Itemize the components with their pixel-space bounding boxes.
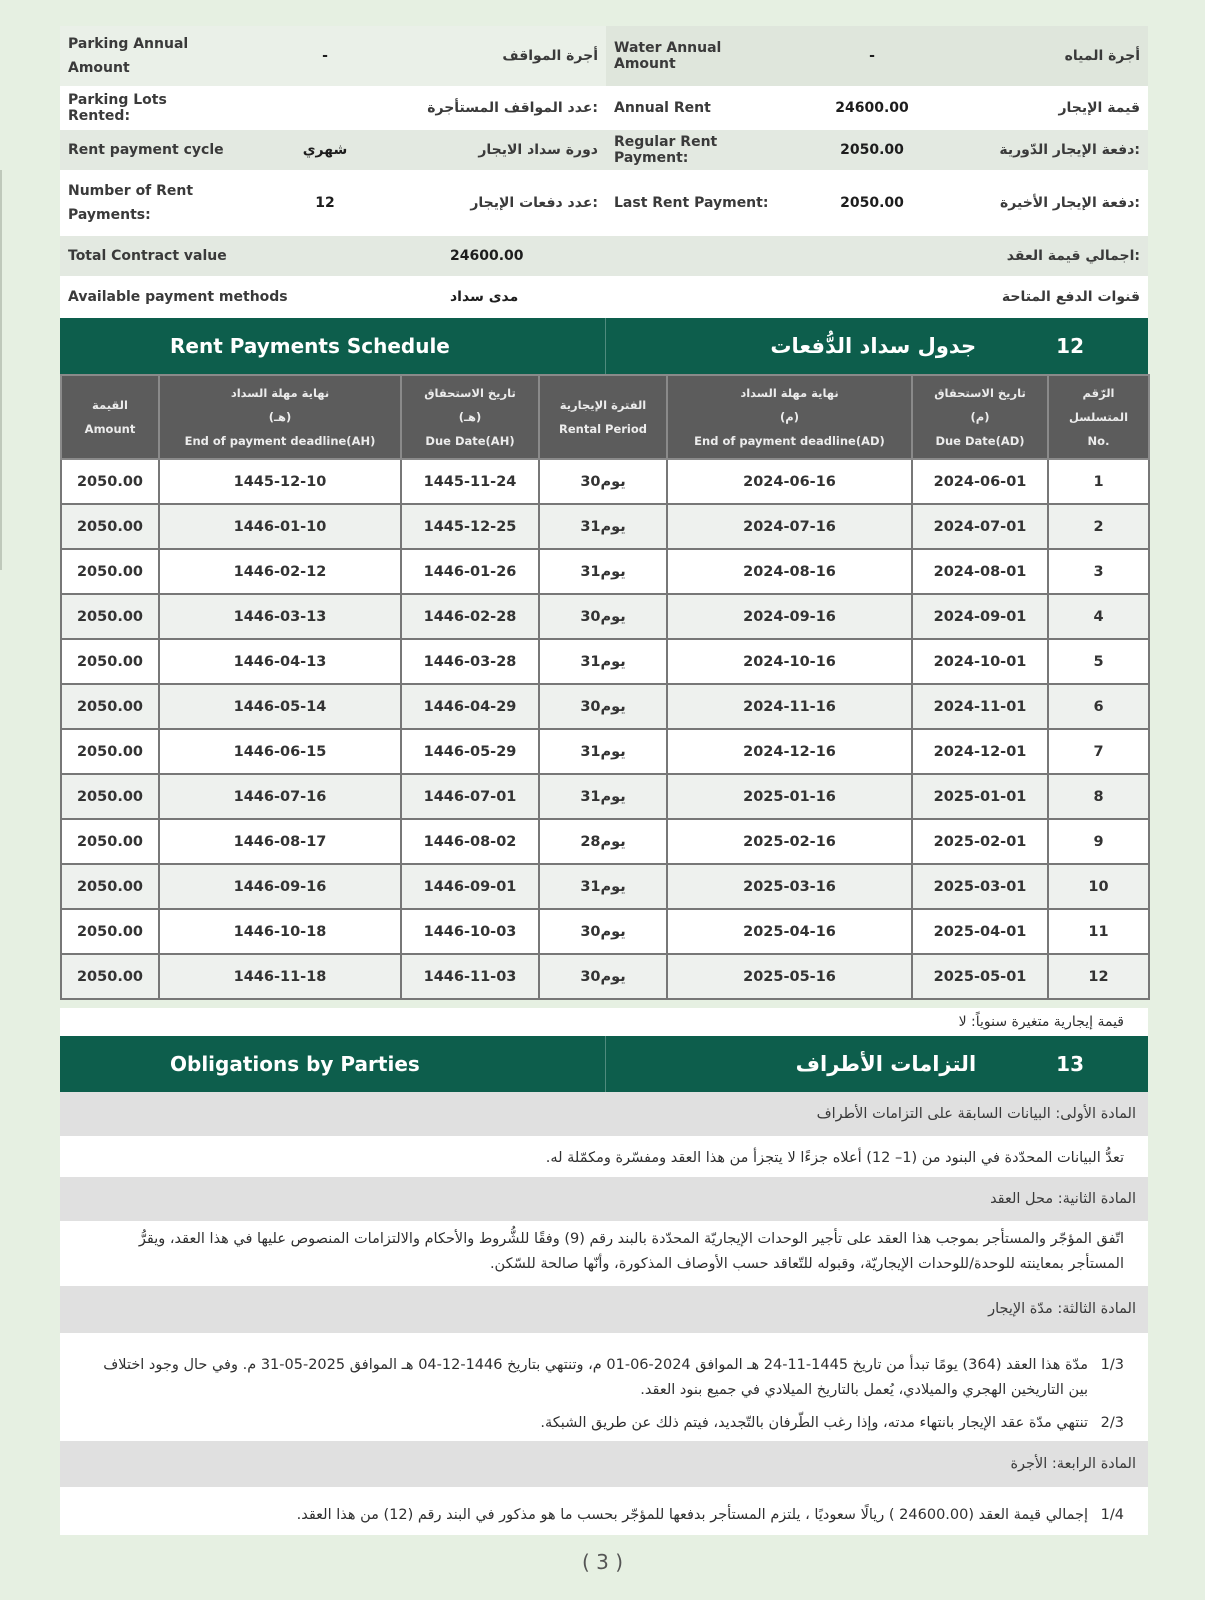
payment-cycle-label-ar: دورة سداد الايجار bbox=[478, 142, 598, 158]
cell-due-ah: 1446-10-03 bbox=[401, 909, 539, 954]
schedule-section-number: 12 bbox=[1056, 334, 1084, 358]
article-1-text: تعدُّ البيانات المحدّدة في البنود من (1– 12) أعلاه جزءًا لا يتجزأ من هذا العقد ومفسّرة ومكمّلة له. bbox=[60, 1136, 1148, 1177]
article-2-text: اتّفق المؤجّر والمستأجر بموجب هذا العقد على تأجير الوحدات الإيجاريّة المحدّدة بالبند رقم (9) وفقًا للشُّروط والأحكام والالتزامات المنصوص عليها في هذا العقد، ويقرُّ المستأجر بمعاينته للوحدة/للوحدات الإيجاريّة، وقبوله للتّعاقد حسب الأوصاف المذكورة، وأنّها صالحة للسّكن. bbox=[60, 1221, 1148, 1286]
water-amount-label-ar: أجرة المياه bbox=[963, 26, 1148, 86]
cell-due-ad: 2025-05-01 bbox=[912, 954, 1048, 999]
water-amount-value: - bbox=[781, 26, 963, 86]
cell-due-ah: 1446-02-28 bbox=[401, 594, 539, 639]
annual-rent-label-ar: قيمة الإيجار bbox=[1058, 100, 1140, 116]
cell-period: 30يوم bbox=[539, 684, 667, 729]
payment-methods-value: مدى سداد bbox=[450, 289, 519, 305]
parking-amount-label-ar: أجرة المواقف bbox=[410, 26, 606, 86]
total-value: 24600.00 bbox=[450, 248, 524, 264]
cell-no: 8 bbox=[1048, 774, 1149, 819]
schedule-row bbox=[61, 459, 1149, 504]
cell-end-ad: 2025-02-16 bbox=[667, 819, 912, 864]
cell-due-ad: 2025-04-01 bbox=[912, 909, 1048, 954]
cell-end-ah: 1446-04-13 bbox=[159, 639, 401, 684]
article-4-body bbox=[60, 1487, 1148, 1535]
parking-lots-label-ar: عدد المواقف المستأجرة: bbox=[427, 100, 598, 116]
cell-end-ah: 1446-09-16 bbox=[159, 864, 401, 909]
cell-due-ah: 1445-11-24 bbox=[401, 459, 539, 504]
col-end-deadline-ah: نهاية مهلة السداد (هـ) End of payment deadline(AH) bbox=[159, 375, 401, 459]
schedule-row bbox=[61, 909, 1149, 954]
cell-period: 30يوم bbox=[539, 909, 667, 954]
cell-due-ad: 2024-09-01 bbox=[912, 594, 1048, 639]
obligations-section-number: 13 bbox=[1056, 1052, 1084, 1076]
clause-4-1 bbox=[84, 1503, 1124, 1528]
cell-period: 31يوم bbox=[539, 864, 667, 909]
cell-due-ad: 2024-08-01 bbox=[912, 549, 1048, 594]
col-serial-no: الرّقم المتسلسل No. bbox=[1048, 375, 1149, 459]
clause-text: إجمالي قيمة العقد (24600.00 ) ريالًا سعوديًا ، يلتزم المستأجر بدفعها للمؤجّر بحسب ما هو مذكور في البند رقم (12) من هذا العقد. bbox=[296, 1507, 1088, 1523]
parking-lots-label-en: Parking Lots Rented: bbox=[68, 92, 167, 124]
water-amount-label-en: Water Annual Amount bbox=[606, 26, 781, 86]
cell-end-ad: 2024-10-16 bbox=[667, 639, 912, 684]
clause-text: تنتهي مدّة عقد الإيجار بانتهاء مدته، وإذا رغب الطّرفان بالتّجديد، فيتم ذلك عن طريق الشبكة. bbox=[540, 1415, 1088, 1431]
cell-no: 6 bbox=[1048, 684, 1149, 729]
col-due-date-ad: تاريخ الاستحقاق (م) Due Date(AD) bbox=[912, 375, 1048, 459]
cell-period: 28يوم bbox=[539, 819, 667, 864]
schedule-row bbox=[61, 594, 1149, 639]
cell-end-ad: 2024-08-16 bbox=[667, 549, 912, 594]
cell-period: 31يوم bbox=[539, 774, 667, 819]
cell-no: 3 bbox=[1048, 549, 1149, 594]
schedule-title-ar: جدول سداد الدُّفعات bbox=[770, 334, 977, 358]
num-payments-label-ar: عدد دفعات الإيجار: bbox=[470, 195, 598, 211]
col-due-date-ah: تاريخ الاستحقاق (هـ) Due Date(AH) bbox=[401, 375, 539, 459]
payment-methods-label-ar: قنوات الدفع المتاحة bbox=[1001, 289, 1140, 305]
cell-no: 12 bbox=[1048, 954, 1149, 999]
cell-due-ah: 1446-05-29 bbox=[401, 729, 539, 774]
cell-end-ad: 2024-12-16 bbox=[667, 729, 912, 774]
info-row bbox=[60, 170, 1148, 236]
schedule-row bbox=[61, 549, 1149, 594]
cell-due-ah: 1446-01-26 bbox=[401, 549, 539, 594]
payment-schedule-table bbox=[60, 374, 1150, 1000]
cell-period: 31يوم bbox=[539, 549, 667, 594]
cell-no: 9 bbox=[1048, 819, 1149, 864]
cell-amount: 2050.00 bbox=[61, 954, 159, 999]
cell-due-ad: 2025-01-01 bbox=[912, 774, 1048, 819]
left-edge-line bbox=[0, 170, 2, 570]
cell-no: 7 bbox=[1048, 729, 1149, 774]
cell-no: 5 bbox=[1048, 639, 1149, 684]
cell-end-ad: 2025-01-16 bbox=[667, 774, 912, 819]
cell-due-ad: 2024-12-01 bbox=[912, 729, 1048, 774]
cell-due-ad: 2025-02-01 bbox=[912, 819, 1048, 864]
clause-number: 2/3 bbox=[1100, 1415, 1124, 1431]
cell-period: 30يوم bbox=[539, 594, 667, 639]
cell-end-ah: 1446-02-12 bbox=[159, 549, 401, 594]
last-payment-label-ar: دفعة الإيجار الأخيرة: bbox=[1000, 195, 1140, 211]
contract-info-table bbox=[60, 26, 1148, 318]
cell-due-ad: 2024-06-01 bbox=[912, 459, 1048, 504]
cell-amount: 2050.00 bbox=[61, 774, 159, 819]
cell-due-ah: 1446-03-28 bbox=[401, 639, 539, 684]
cell-due-ah: 1445-12-25 bbox=[401, 504, 539, 549]
cell-no: 1 bbox=[1048, 459, 1149, 504]
cell-due-ah: 1446-09-01 bbox=[401, 864, 539, 909]
variable-rent-note: قيمة إيجارية متغيرة سنوياً: لا bbox=[60, 1008, 1148, 1036]
info-row bbox=[60, 26, 1148, 86]
cell-end-ad: 2025-03-16 bbox=[667, 864, 912, 909]
obligations-title-ar: التزامات الأطراف bbox=[795, 1052, 977, 1076]
cell-end-ad: 2024-06-16 bbox=[667, 459, 912, 504]
clause-3-1 bbox=[84, 1353, 1124, 1403]
schedule-header-row bbox=[61, 375, 1149, 459]
schedule-row bbox=[61, 954, 1149, 999]
schedule-row bbox=[61, 774, 1149, 819]
last-payment-value: 2050.00 bbox=[840, 195, 904, 211]
total-value-label-ar: اجمالي قيمة العقد: bbox=[1006, 248, 1140, 264]
cell-end-ah: 1446-03-13 bbox=[159, 594, 401, 639]
article-2-heading: المادة الثانية: محل العقد bbox=[60, 1177, 1148, 1221]
cell-end-ah: 1446-07-16 bbox=[159, 774, 401, 819]
schedule-row bbox=[61, 864, 1149, 909]
obligations-section-header bbox=[60, 1036, 1148, 1092]
cell-no: 4 bbox=[1048, 594, 1149, 639]
cell-amount: 2050.00 bbox=[61, 819, 159, 864]
payment-methods-label-en: Available payment methods bbox=[68, 289, 288, 305]
cell-amount: 2050.00 bbox=[61, 549, 159, 594]
col-rental-period: الفترة الإيجارية Rental Period bbox=[539, 375, 667, 459]
payment-cycle-label-en: Rent payment cycle bbox=[68, 142, 224, 158]
cell-due-ad: 2024-10-01 bbox=[912, 639, 1048, 684]
cell-due-ah: 1446-11-03 bbox=[401, 954, 539, 999]
cell-end-ah: 1446-01-10 bbox=[159, 504, 401, 549]
clause-number: 1/4 bbox=[1100, 1507, 1124, 1523]
cell-period: 31يوم bbox=[539, 729, 667, 774]
cell-period: 30يوم bbox=[539, 459, 667, 504]
regular-payment-value: 2050.00 bbox=[840, 142, 904, 158]
cell-end-ah: 1446-08-17 bbox=[159, 819, 401, 864]
parking-amount-label-en: Parking Annual Amount bbox=[60, 26, 240, 86]
info-row bbox=[60, 236, 1148, 276]
article-1-heading: المادة الأولى: البيانات السابقة على التزامات الأطراف bbox=[60, 1092, 1148, 1136]
schedule-row bbox=[61, 819, 1149, 864]
obligations-title-en: Obligations by Parties bbox=[60, 1036, 606, 1092]
cell-amount: 2050.00 bbox=[61, 684, 159, 729]
num-payments-value: 12 bbox=[315, 195, 335, 211]
total-value-label-en: Total Contract value bbox=[68, 248, 227, 264]
regular-payment-label-en: Regular Rent Payment: bbox=[614, 134, 718, 166]
cell-due-ad: 2025-03-01 bbox=[912, 864, 1048, 909]
num-payments-label-en: Number of Rent Payments: bbox=[68, 183, 194, 223]
cell-end-ah: 1446-10-18 bbox=[159, 909, 401, 954]
clause-text: مدّة هذا العقد (364) يومًا تبدأ من تاريخ 1445-11-24 هـ الموافق 2024-06-01 م، وتنتهي بتاريخ 1446-12-04 هـ الموافق 2025-05-31 م. وفي حال وجود اختلاف بين التاريخين الهجري والميلادي، يُعمل بالتاريخ الميلادي في جميع بنود العقد. bbox=[103, 1357, 1088, 1398]
parking-amount-value: - bbox=[240, 26, 410, 86]
cell-end-ad: 2025-04-16 bbox=[667, 909, 912, 954]
clause-number: 1/3 bbox=[1100, 1357, 1124, 1373]
schedule-section-header bbox=[60, 318, 1148, 374]
cell-amount: 2050.00 bbox=[61, 459, 159, 504]
schedule-row bbox=[61, 684, 1149, 729]
cell-no: 2 bbox=[1048, 504, 1149, 549]
annual-rent-value: 24600.00 bbox=[835, 100, 909, 116]
cell-amount: 2050.00 bbox=[61, 639, 159, 684]
cell-period: 31يوم bbox=[539, 504, 667, 549]
cell-no: 10 bbox=[1048, 864, 1149, 909]
cell-amount: 2050.00 bbox=[61, 864, 159, 909]
cell-due-ad: 2024-07-01 bbox=[912, 504, 1048, 549]
cell-amount: 2050.00 bbox=[61, 504, 159, 549]
cell-amount: 2050.00 bbox=[61, 909, 159, 954]
article-3-heading: المادة الثالثة: مدّة الإيجار bbox=[60, 1286, 1148, 1333]
regular-payment-label-ar: دفعة الإيجار الدّورية: bbox=[999, 142, 1140, 158]
cell-period: 31يوم bbox=[539, 639, 667, 684]
info-row bbox=[60, 130, 1148, 170]
article-3-body bbox=[60, 1333, 1148, 1441]
cell-end-ad: 2024-09-16 bbox=[667, 594, 912, 639]
page-number: ( 3 ) bbox=[581, 1550, 624, 1574]
cell-end-ah: 1445-12-10 bbox=[159, 459, 401, 504]
cell-end-ah: 1446-06-15 bbox=[159, 729, 401, 774]
cell-due-ah: 1446-04-29 bbox=[401, 684, 539, 729]
cell-end-ad: 2024-07-16 bbox=[667, 504, 912, 549]
cell-end-ah: 1446-11-18 bbox=[159, 954, 401, 999]
contract-page bbox=[60, 26, 1148, 1535]
schedule-row bbox=[61, 504, 1149, 549]
clause-3-2 bbox=[84, 1411, 1124, 1436]
cell-amount: 2050.00 bbox=[61, 729, 159, 774]
cell-amount: 2050.00 bbox=[61, 594, 159, 639]
article-4-heading: المادة الرابعة: الأجرة bbox=[60, 1441, 1148, 1487]
cell-period: 30يوم bbox=[539, 954, 667, 999]
cell-no: 11 bbox=[1048, 909, 1149, 954]
cell-end-ad: 2024-11-16 bbox=[667, 684, 912, 729]
cell-due-ah: 1446-08-02 bbox=[401, 819, 539, 864]
cell-end-ad: 2025-05-16 bbox=[667, 954, 912, 999]
last-payment-label-en: Last Rent Payment: bbox=[614, 195, 769, 211]
cell-due-ad: 2024-11-01 bbox=[912, 684, 1048, 729]
schedule-title-en: Rent Payments Schedule bbox=[60, 318, 606, 374]
info-row bbox=[60, 276, 1148, 318]
schedule-row bbox=[61, 639, 1149, 684]
cell-end-ah: 1446-05-14 bbox=[159, 684, 401, 729]
col-end-deadline-ad: نهاية مهلة السداد (م) End of payment deadline(AD) bbox=[667, 375, 912, 459]
col-amount: القيمة Amount bbox=[61, 375, 159, 459]
schedule-row bbox=[61, 729, 1149, 774]
parking-lots-value bbox=[240, 86, 410, 130]
cell-due-ah: 1446-07-01 bbox=[401, 774, 539, 819]
info-row bbox=[60, 86, 1148, 130]
annual-rent-label-en: Annual Rent bbox=[614, 100, 711, 116]
payment-cycle-value: شهري bbox=[302, 142, 348, 158]
